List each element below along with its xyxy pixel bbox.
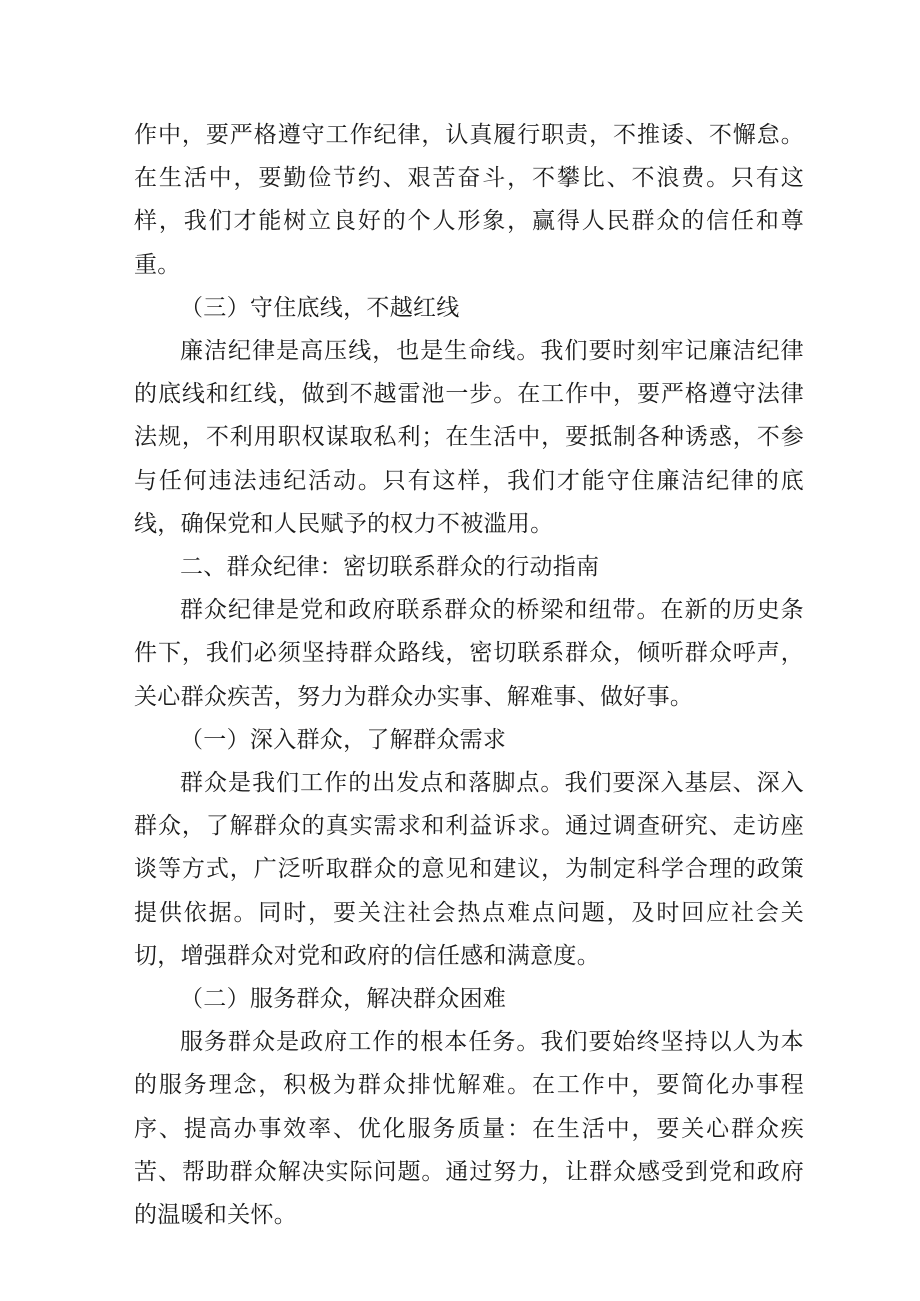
- heading-go-deep-into-masses: （一）深入群众，了解群众需求: [180, 726, 507, 753]
- heading-mass-discipline: 二、群众纪律：密切联系群众的行动指南: [180, 554, 600, 581]
- heading-hold-bottom-line: （三）守住底线，不越红线: [180, 294, 460, 321]
- paragraph-mass-discipline-intro: 群众纪律是党和政府联系群众的桥梁和纽带。在新的历史条件下，我们必须坚持群众路线，密切联系群众，倾听群众呼声，关心群众疾苦，努力为群众办实事、解难事、做好事。: [134, 597, 804, 710]
- heading-serve-masses: （二）服务群众，解决群众困难: [180, 986, 507, 1013]
- paragraph-integrity-discipline: 廉洁纪律是高压线，也是生命线。我们要时刻牢记廉洁纪律的底线和红线，做到不越雷池一步。在工作中，要严格遵守法律法规，不利用职权谋取私利；在生活中，要抵制各种诱惑，不参与任何违法违纪活动。只有这样，我们才能守住廉洁纪律的底线，确保党和人民赋予的权力不被滥用。: [134, 338, 804, 537]
- paragraph-work-discipline-continued: 作中，要严格遵守工作纪律，认真履行职责，不推诿、不懈怠。在生活中，要勤俭节约、艰苦奋斗，不攀比、不浪费。只有这样，我们才能树立良好的个人形象，赢得人民群众的信任和尊重。: [134, 122, 804, 278]
- document-body: [134, 114, 804, 1237]
- paragraph-understand-needs: 群众是我们工作的出发点和落脚点。我们要深入基层、深入群众，了解群众的真实需求和利益诉求。通过调查研究、走访座谈等方式，广泛听取群众的意见和建议，为制定科学合理的政策提供依据。同时，要关注社会热点难点问题，及时回应社会关切，增强群众对党和政府的信任感和满意度。: [134, 770, 804, 969]
- paragraph-solve-difficulties: 服务群众是政府工作的根本任务。我们要始终坚持以人为本的服务理念，积极为群众排忧解难。在工作中，要简化办事程序、提高办事效率、优化服务质量：在生活中，要关心群众疾苦、帮助群众解决实际问题。通过努力，让群众感受到党和政府的温暖和关怀。: [134, 1029, 804, 1229]
